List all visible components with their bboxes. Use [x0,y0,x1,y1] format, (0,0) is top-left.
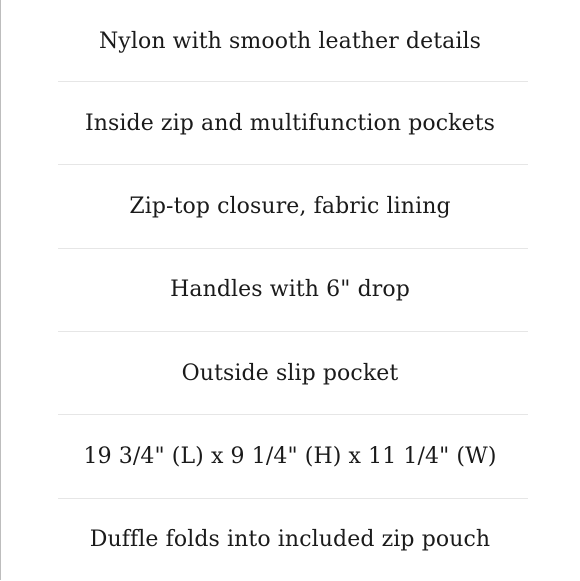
feature-item-folding: Duffle folds into included zip pouch [89,527,491,552]
feature-item-pockets: Inside zip and multifunction pockets [84,111,496,136]
feature-item-slip-pocket: Outside slip pocket [181,361,399,386]
feature-item-material: Nylon with smooth leather details [98,29,482,54]
feature-item-handles: Handles with 6" drop [170,277,410,302]
feature-item-closure: Zip-top closure, fabric lining [129,194,451,219]
feature-item-dimensions: 19 3/4" (L) x 9 1/4" (H) x 11 1/4" (W) [83,444,497,469]
